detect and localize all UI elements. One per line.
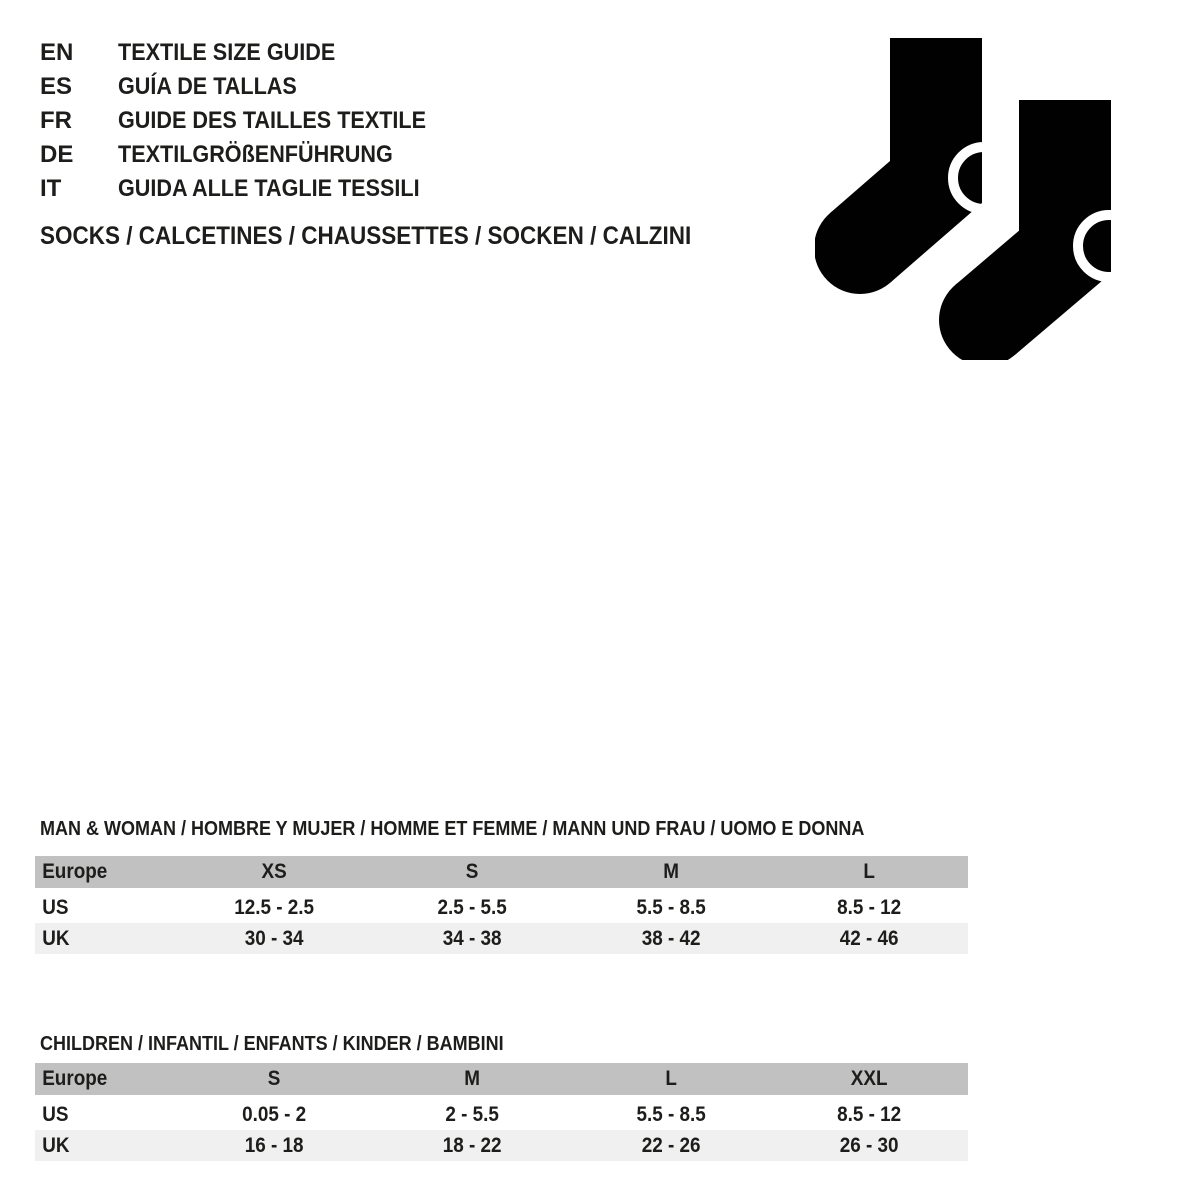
size-value: 16 - 18 [244, 1133, 304, 1157]
language-code: EN [40, 39, 74, 66]
product-category-line: SOCKS / CALCETINES / CHAUSSETTES / SOCKEN / CALZINI [40, 222, 692, 250]
col-header-m: M [662, 860, 679, 883]
size-value: 38 - 42 [641, 926, 701, 950]
size-value: 12.5 - 2.5 [234, 895, 315, 919]
col-header-m: M [464, 1067, 481, 1090]
row-label: UK [42, 926, 70, 950]
language-label: GUIDA ALLE TAGLIE TESSILI [118, 175, 420, 202]
size-value: 8.5 - 12 [836, 895, 901, 919]
col-header-europe: Europe [42, 1067, 108, 1090]
language-code: FR [40, 107, 72, 134]
col-header-europe: Europe [42, 860, 108, 883]
language-label: GUIDE DES TAILLES TEXTILE [118, 107, 427, 134]
col-header-s: S [267, 1067, 281, 1090]
size-table-children [35, 1063, 968, 1161]
size-value: 42 - 46 [839, 926, 899, 950]
language-code: IT [40, 175, 62, 202]
table-header-row [35, 1063, 968, 1095]
row-label: US [42, 895, 69, 919]
col-header-xxl: XXL [850, 1067, 888, 1090]
row-label: US [42, 1102, 69, 1126]
table-row-us [35, 1099, 968, 1130]
table-title-man-woman: MAN & WOMAN / HOMBRE Y MUJER / HOMME ET FEMME / MANN UND FRAU / UOMO E DONNA [40, 818, 865, 840]
table-header-row [35, 856, 968, 888]
language-row-fr [40, 104, 460, 138]
size-value: 2 - 5.5 [445, 1102, 500, 1126]
size-value: 26 - 30 [839, 1133, 899, 1157]
col-header-xs: XS [261, 860, 287, 883]
language-row-en [40, 36, 460, 70]
col-header-l: L [664, 1067, 677, 1090]
language-label: TEXTILE SIZE GUIDE [118, 39, 336, 66]
size-value: 5.5 - 8.5 [635, 1102, 706, 1126]
col-header-s: S [466, 860, 479, 883]
size-value: 8.5 - 12 [836, 1102, 901, 1126]
language-label: TEXTILGRÖßENFÜHRUNG [118, 141, 393, 168]
language-row-de [40, 138, 460, 172]
size-table-man-woman [35, 856, 968, 954]
language-label: GUÍA DE TALLAS [118, 73, 297, 100]
size-value: 0.05 - 2 [242, 1102, 307, 1126]
socks-icon [815, 30, 1115, 360]
table-row-uk [35, 1130, 968, 1161]
language-list [40, 36, 460, 206]
language-row-it [40, 172, 460, 206]
language-code: ES [40, 73, 73, 100]
size-value: 34 - 38 [442, 926, 502, 950]
table-title-children: CHILDREN / INFANTIL / ENFANTS / KINDER / BAMBINI [40, 1033, 504, 1055]
row-label: UK [42, 1133, 70, 1157]
language-code: DE [40, 141, 74, 168]
size-value: 30 - 34 [244, 926, 304, 950]
size-value: 2.5 - 5.5 [437, 895, 508, 919]
language-row-es [40, 70, 460, 104]
size-value: 22 - 26 [641, 1133, 701, 1157]
size-value: 5.5 - 8.5 [635, 895, 706, 919]
col-header-l: L [863, 860, 875, 883]
size-value: 18 - 22 [442, 1133, 502, 1157]
table-row-uk [35, 923, 968, 954]
table-row-us [35, 892, 968, 923]
